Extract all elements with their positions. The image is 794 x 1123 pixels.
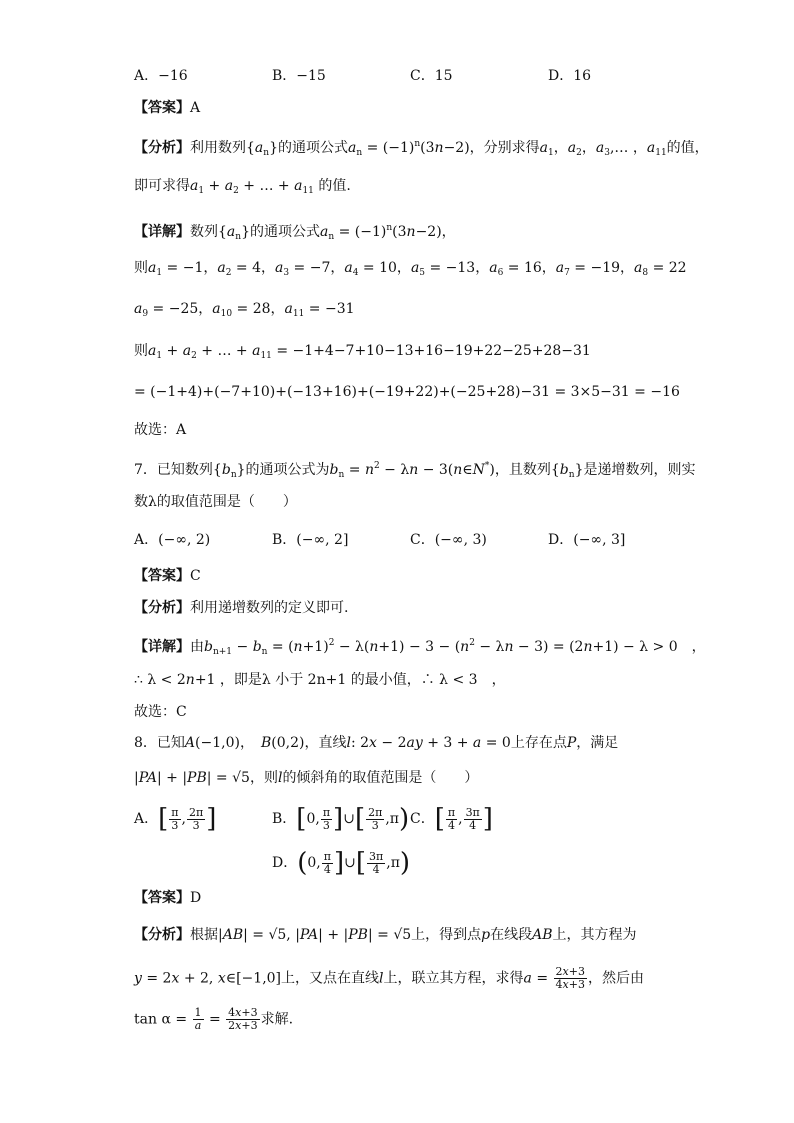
q8-option-b: B．[0, $\frac{\pi}{3}$ ]∪[ $\frac{2\pi}{3}$ ,π) — [272, 804, 410, 834]
q8-option-c: C．[ $\frac{\pi}{4}$ , $\frac{3\pi}{4}$ ] — [410, 804, 493, 834]
q6-analysis-line1: 【分析】利用数列$\{a_n\}$的通项公式$a_n = (-1)^n(3n-2)$，分别求得$a_1$，$a_2$，$a_3,\dots$ ，$a_{11}$的值， — [134, 139, 709, 158]
q8-stem-line2: |PA| + |PB| = √5，则l的倾斜角的取值范围是（ ） — [134, 770, 479, 786]
q7-analysis: 【分析】利用递增数列的定义即可. — [134, 600, 349, 616]
q8-stem-line1: 8．已知A(−1,0)， B(0,2)，直线l: 2x − 2ay + 3 + a = 0上存在点P，满足 — [134, 735, 619, 751]
q8-option-a: A．[ $\frac{\pi}{3}$ , $\frac{2\pi}{3}$ ] — [134, 804, 217, 834]
q7-stem-line1: 7．已知数列$\{b_n\}$的通项公式为$b_n = n^2 - \lambda n$ − 3(n∈N*)，且数列$\{b_n\}$是递增数列，则实 — [134, 461, 696, 480]
q7-detail-line2: ∴ λ < 2n+1 ，即是λ 小于 2n+1 的最小值，∴ λ < 3 ， — [134, 672, 506, 688]
q7-detail-line1: 【详解】由$b_{n+1} - b_n = (n+1)^2 - \lambda(n+1) - 3 - (n^2 - \lambda n - 3) = (2n+1) - \lambda > 0$ ， — [134, 638, 706, 657]
q6-detail-line2: 则$a_1 = -1$，$a_2 = 4$，$a_3 = -7$，$a_4 = 10$，$a_5 = -13$，$a_6 = 16$，$a_7 = -19$，$a_8 = 22$ — [134, 260, 687, 278]
q6-analysis-line2: 即可求得$a_1 + a_2$ + … + $a_{11}$ 的值. — [134, 178, 351, 196]
q8-answer: 【答案】D — [134, 890, 202, 906]
q6-option-d: D．16 — [548, 68, 592, 84]
q8-option-d: D．(0, $\frac{\pi}{4}$ ]∪[ $\frac{3\pi}{4}$ ,π) — [272, 848, 411, 878]
q6-detail-line5: = (−1+4)+(−7+10)+(−13+16)+(−19+22)+(−25+28)−31 = 3×5−31 = −16 — [134, 384, 680, 400]
q8-analysis-line3: tan α = $\frac{1}{a}$ = $\frac{4x+3}{2x+3}$ 求解. — [134, 1006, 294, 1032]
q6-answer: 【答案】A — [134, 100, 201, 116]
q8-analysis-line1: 【分析】根据|AB| = √5, |PA| + |PB| = √5上，得到点p在线段AB上，其方程为 — [134, 927, 637, 943]
q7-option-a: A．(−∞, 2) — [134, 532, 211, 548]
q7-choose: 故选：C — [134, 704, 187, 720]
q6-detail-line1: 【详解】数列$\{a_n\}$的通项公式$a_n = (-1)^n(3n-2)$， — [134, 223, 456, 242]
q7-answer: 【答案】C — [134, 568, 201, 584]
q7-option-b: B．(−∞, 2] — [272, 532, 349, 548]
q6-option-b: B．−15 — [272, 68, 326, 84]
q7-option-c: C．(−∞, 3) — [410, 532, 487, 548]
q6-option-a: A．−16 — [134, 68, 188, 84]
q6-choose: 故选：A — [134, 422, 187, 438]
q6-option-c: C．15 — [410, 68, 453, 84]
q7-option-d: D．(−∞, 3] — [548, 532, 626, 548]
q6-detail-line4: 则$a_1 + a_2$ + … + $a_{11} = -1+4-7+10-13+16-19+22-25+28-31$ — [134, 343, 591, 361]
q6-detail-line3: $a_9 = -25$，$a_{10} = 28$，$a_{11} = -31$ — [134, 301, 355, 319]
q8-analysis-line2: y = 2x + 2, x∈[−1,0]上，又点在直线l上，联立其方程，求得a = $\frac{2x+3}{4x+3}$ ，然后由 — [134, 965, 644, 991]
q7-stem-line2: 数λ的取值范围是（ ） — [134, 494, 297, 510]
